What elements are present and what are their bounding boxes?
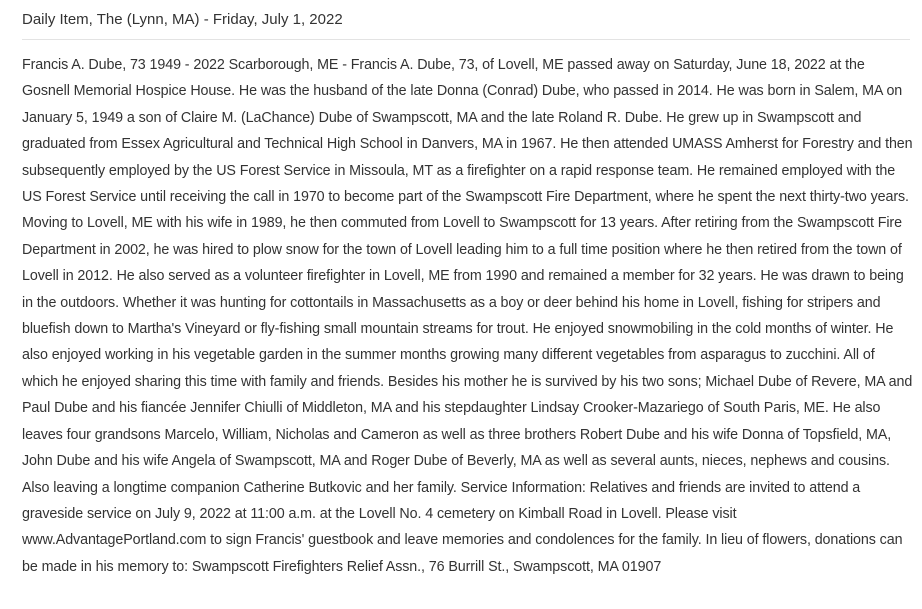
publication-header: Daily Item, The (Lynn, MA) - Friday, July 1, 2022 bbox=[22, 11, 343, 28]
obituary-text: Francis A. Dube, 73 1949 - 2022 Scarborough, ME - Francis A. Dube, 73, of Lovell, ME passed away on Saturday, June 18, 2022 at the Gosnell Memorial Hospice House. He was the husband of the late Donna (Conrad) Dube, who passed in 2014. He was born in Salem, MA on January 5, 1949 a son of Claire M. (LaChance) Dube of Swampscott, MA and the late Roland R. Dube. He grew up in Swampscott and graduated from Essex Agricultural and Technical High School in Danvers, MA in 1967. He then attended UMASS Amherst for Forestry and then subsequently employed by the US Forest Service in Missoula, MT as a firefighter on a rapid response team. He remained employed with the US Forest Service until receiving the call in 1970 to become part of the Swampscott Fire Department, where he spent the next thirty-two years. Moving to Lovell, ME with his wife in 1989, he then commuted from Lovell to Swampscott for 13 years. After retiring from the Swampscott Fire Department in 2002, he was hired to plow snow for the town of Lovell leading him to a full time position where he then retired from the town of Lovell in 2012. He also served as a volunteer firefighter in Lovell, ME from 1990 and remained a member for 32 years. He was drawn to being in the outdoors. Whether it was hunting for cottontails in Massachusetts as a boy or deer behind his home in Lovell, fishing for stripers and bluefish down to Martha's Vineyard or fly-fishing small mountain streams for trout. He enjoyed snowmobiling in the cold months of winter. He also enjoyed working in his vegetable garden in the summer months growing many different vegetables from asparagus to zucchini. All of which he enjoyed sharing this time with family and friends. Besides his mother he is survived by his two sons; Michael Dube of Revere, MA and Paul Dube and his fiancée Jennifer Chiulli of Middleton, MA and his stepdaughter Lindsay Crooker-Mazariego of South Paris, ME. He also leaves four grandsons Marcelo, William, Nicholas and Cameron as well as three brothers Robert Dube and his wife Donna of Topsfield, MA, John Dube and his wife Angela of Swampscott, MA and Roger Dube of Beverly, MA as well as several aunts, nieces, nephews and cousins. Also leaving a longtime companion Catherine Butkovic and her family. Service Information: Relatives and friends are invited to attend a graveside service on July 9, 2022 at 11:00 a.m. at the Lovell No. 4 cemetery on Kimball Road in Lovell. Please visit www.AdvantagePortland.com to sign Francis' guestbook and leave memories and condolences for the family. In lieu of flowers, donations can be made in his memory to: Swampscott Firefighters Relief Assn., 76 Burrill St., Swampscott, MA 01907 bbox=[22, 57, 913, 575]
header-divider bbox=[22, 39, 910, 40]
